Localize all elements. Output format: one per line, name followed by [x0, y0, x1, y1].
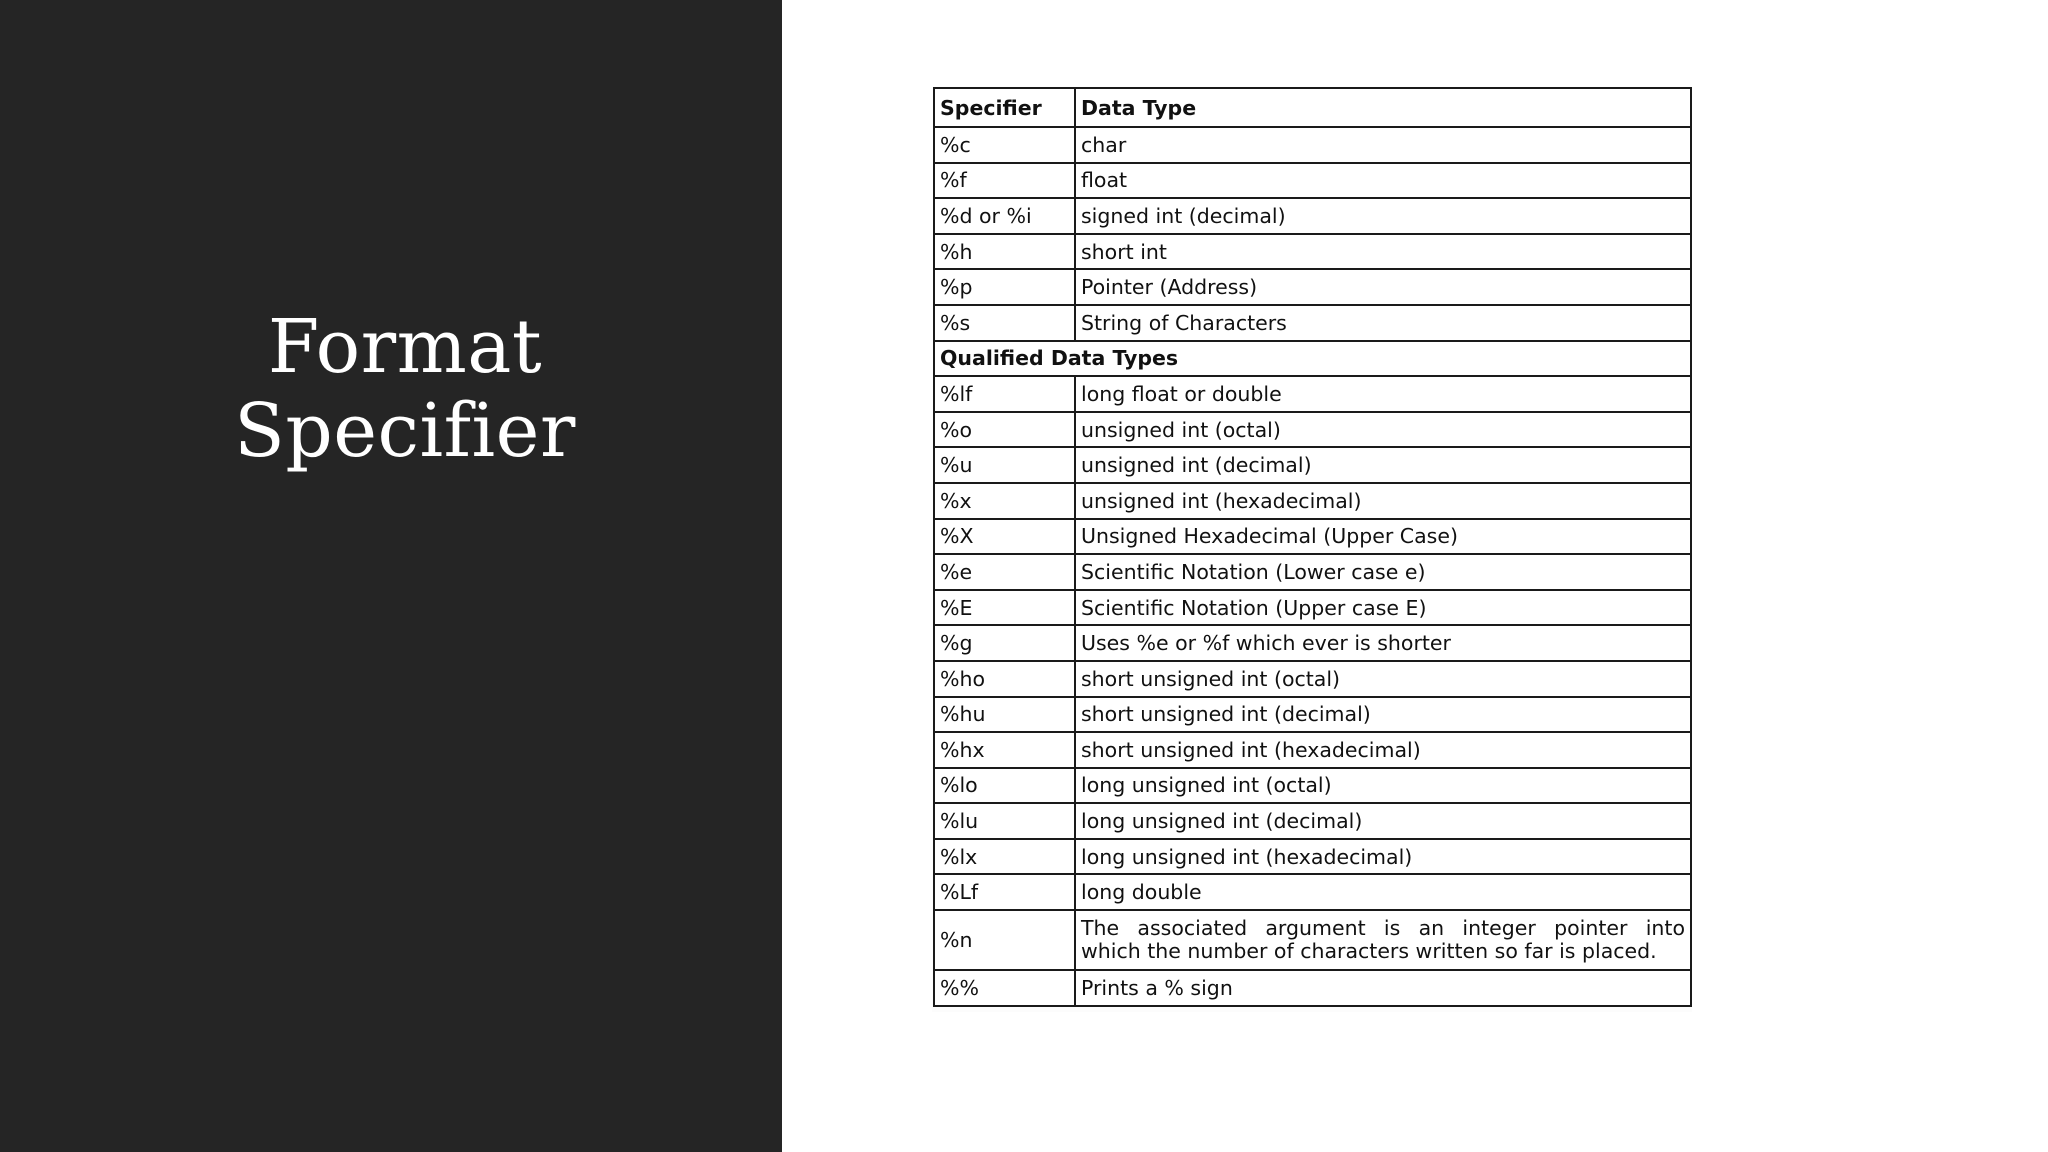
table-row — [934, 198, 1691, 234]
section-header-qualified: Qualified Data Types — [934, 341, 1691, 377]
data-type-line-1: The associated argument is an integer pointer into — [1081, 916, 1685, 941]
specifier-cell: %ho — [934, 661, 1075, 697]
specifier-cell: %f — [934, 163, 1075, 199]
table-row — [934, 447, 1691, 483]
table-row — [934, 839, 1691, 875]
specifier-cell: %s — [934, 305, 1075, 341]
specifier-cell: %o — [934, 412, 1075, 448]
specifier-cell: %p — [934, 269, 1075, 305]
table-row — [934, 412, 1691, 448]
table-row — [934, 483, 1691, 519]
specifier-cell: %lx — [934, 839, 1075, 875]
data-type-cell: long double — [1075, 874, 1691, 910]
data-type-cell: float — [1075, 163, 1691, 199]
table-row — [934, 803, 1691, 839]
table-row — [934, 519, 1691, 555]
data-type-cell: short unsigned int (decimal) — [1075, 697, 1691, 733]
data-type-cell: long float or double — [1075, 376, 1691, 412]
slide-title-line-2: Specifier — [234, 388, 576, 474]
data-type-cell: short unsigned int (octal) — [1075, 661, 1691, 697]
specifier-cell: %X — [934, 519, 1075, 555]
table-row — [934, 970, 1691, 1006]
data-type-cell: long unsigned int (decimal) — [1075, 803, 1691, 839]
specifier-cell: %d or %i — [934, 198, 1075, 234]
table-row — [934, 910, 1691, 970]
specifier-cell: %Lf — [934, 874, 1075, 910]
data-type-cell: Pointer (Address) — [1075, 269, 1691, 305]
specifier-cell: %c — [934, 127, 1075, 163]
data-type-cell: char — [1075, 127, 1691, 163]
data-type-cell: unsigned int (octal) — [1075, 412, 1691, 448]
data-type-cell — [1075, 910, 1691, 970]
data-type-cell: Scientific Notation (Lower case e) — [1075, 554, 1691, 590]
specifier-cell: %e — [934, 554, 1075, 590]
specifier-cell: %% — [934, 970, 1075, 1006]
data-type-cell: short unsigned int (hexadecimal) — [1075, 732, 1691, 768]
table-header-row — [934, 88, 1691, 127]
header-data-type: Data Type — [1075, 88, 1691, 127]
data-type-cell: Uses %e or %f which ever is shorter — [1075, 625, 1691, 661]
data-type-line-2: which the number of characters written so far is placed. — [1081, 939, 1657, 964]
data-type-cell: short int — [1075, 234, 1691, 270]
slide-title — [0, 305, 810, 473]
table-row — [934, 127, 1691, 163]
table-row — [934, 661, 1691, 697]
table-row — [934, 554, 1691, 590]
table-row — [934, 625, 1691, 661]
format-specifier-table — [933, 87, 1692, 1007]
table-row — [934, 269, 1691, 305]
table-row — [934, 305, 1691, 341]
slide-title-line-1: Format — [267, 304, 543, 390]
specifier-cell: %u — [934, 447, 1075, 483]
specifier-cell: %n — [934, 910, 1075, 970]
data-type-cell: long unsigned int (octal) — [1075, 768, 1691, 804]
table-row — [934, 874, 1691, 910]
data-type-cell: Unsigned Hexadecimal (Upper Case) — [1075, 519, 1691, 555]
specifier-cell: %x — [934, 483, 1075, 519]
table-row — [934, 376, 1691, 412]
table-row — [934, 590, 1691, 626]
table-row — [934, 163, 1691, 199]
header-specifier: Specifier — [934, 88, 1075, 127]
specifier-cell: %lf — [934, 376, 1075, 412]
data-type-cell: Scientific Notation (Upper case E) — [1075, 590, 1691, 626]
specifier-cell: %E — [934, 590, 1075, 626]
specifier-cell: %h — [934, 234, 1075, 270]
table-row — [934, 732, 1691, 768]
specifier-cell: %hu — [934, 697, 1075, 733]
specifier-cell: %hx — [934, 732, 1075, 768]
data-type-cell: signed int (decimal) — [1075, 198, 1691, 234]
left-title-panel — [0, 0, 782, 1152]
data-type-cell: unsigned int (hexadecimal) — [1075, 483, 1691, 519]
data-type-cell: String of Characters — [1075, 305, 1691, 341]
data-type-cell: unsigned int (decimal) — [1075, 447, 1691, 483]
data-type-cell: Prints a % sign — [1075, 970, 1691, 1006]
data-type-cell: long unsigned int (hexadecimal) — [1075, 839, 1691, 875]
table-row — [934, 234, 1691, 270]
table-row — [934, 768, 1691, 804]
specifier-cell: %lu — [934, 803, 1075, 839]
specifier-cell: %lo — [934, 768, 1075, 804]
table-row — [934, 697, 1691, 733]
table-section-row — [934, 341, 1691, 377]
specifier-cell: %g — [934, 625, 1075, 661]
